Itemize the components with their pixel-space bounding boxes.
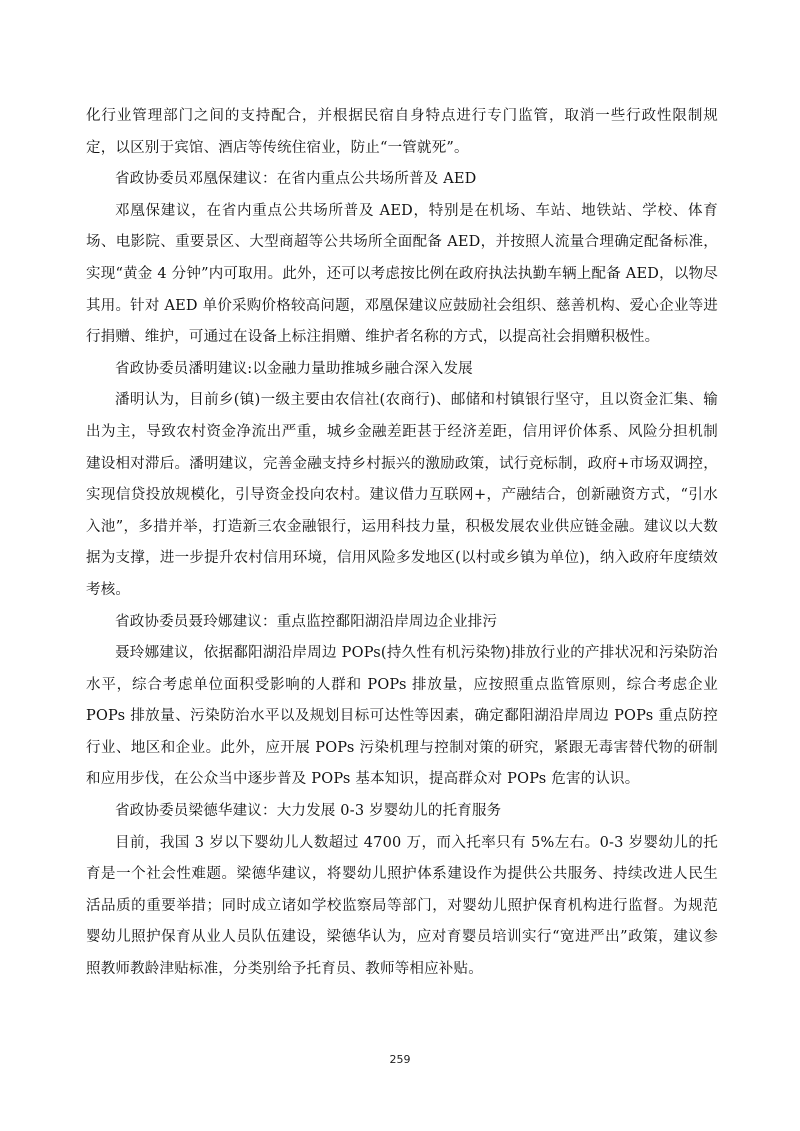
section-paragraph-pollution: 聂玲娜建议，依据鄱阳湖沿岸周边 POPs(持久性有机污染物)排放行业的产排状况和污染防治水平，综合考虑单位面积受影响的人群和 POPs 排放量，应按照重点监管原则，综合考虑企业 POPs 排放量、污染防治水平以及规划目标可达性等因素，确定鄱阳湖沿岸周边 POPs 重点防控行业、地区和企业。此外，应开展 POPs 污染机理与控制对策的研究，紧跟无毒害替代物的研制和应用步伐，在公众当中逐步普及 POPs 基本知识，提高群众对 POPs 危害的认识。	[86, 645, 718, 788]
page-body	[86, 101, 718, 986]
section-heading-aed: 省政协委员邓凰保建议：在省内重点公共场所普及 AED	[115, 171, 477, 188]
section-paragraph-aed: 邓凰保建议，在省内重点公共场所普及 AED，特别是在机场、车站、地铁站、学校、体育场、电影院、重要景区、大型商超等公共场所全面配备 AED，并按照人流量合理确定配备标准，实现“黄金 4 分钟”内可取用。此外，还可以考虑按比例在政府执法执勤车辆上配备 AED，以物尽其用。针对 AED 单价采购价格较高问题，邓凰保建议应鼓励社会组织、慈善机构、爱心企业等进行捐赠、维护，可通过在设备上标注捐赠、维护者名称的方式，以提高社会捐赠积极性。	[86, 202, 718, 346]
continuation-paragraph: 化行业管理部门之间的支持配合，并根据民宿自身特点进行专门监管，取消一些行政性限制规定，以区别于宾馆、酒店等传统住宿业，防止“一管就死”。	[86, 108, 718, 156]
section-paragraph-childcare: 目前，我国 3 岁以下婴幼儿人数超过 4700 万，而入托率只有 5%左右。0-3 岁婴幼儿的托育是一个社会性难题。梁德华建议，将婴幼儿照护体系建设作为提供公共服务、持续改进人民生活品质的重要举措；同时成立诸如学校监察局等部门，对婴幼儿照护保育机构进行监督。为规范婴幼儿照护保育从业人员队伍建设，梁德华认为，应对育婴员培训实行“宽进严出”政策，建议参照教师教龄津贴标准，分类别给予托育员、教师等相应补贴。	[86, 834, 718, 978]
section-heading-pollution: 省政协委员聂玲娜建议：重点监控鄱阳湖沿岸周边企业排污	[115, 613, 498, 630]
section-heading-finance: 省政协委员潘明建议:以金融力量助推城乡融合深入发展	[115, 360, 473, 377]
section-heading-childcare: 省政协委员梁德华建议：大力发展 0-3 岁婴幼儿的托育服务	[115, 803, 502, 820]
section-paragraph-finance: 潘明认为，目前乡(镇)一级主要由农信社(农商行)、邮储和村镇银行坚守，且以资金汇集、输出为主，导致农村资金净流出严重，城乡金融差距甚于经济差距，信用评价体系、风险分担机制建设相对滞后。潘明建议，完善金融支持乡村振兴的激励政策，试行竞标制，政府+市场双调控，实现信贷投放规模化，引导资金投向农村。建议借力互联网+，产融结合，创新融资方式，“引水入池”，多措并举，打造新三农金融银行，运用科技力量，积极发展农业供应链金融。建议以大数据为支撑，进一步提升农村信用环境，信用风险多发地区(以村或乡镇为单位)，纳入政府年度绩效考核。	[86, 392, 718, 598]
page-number: 259	[389, 1053, 411, 1066]
